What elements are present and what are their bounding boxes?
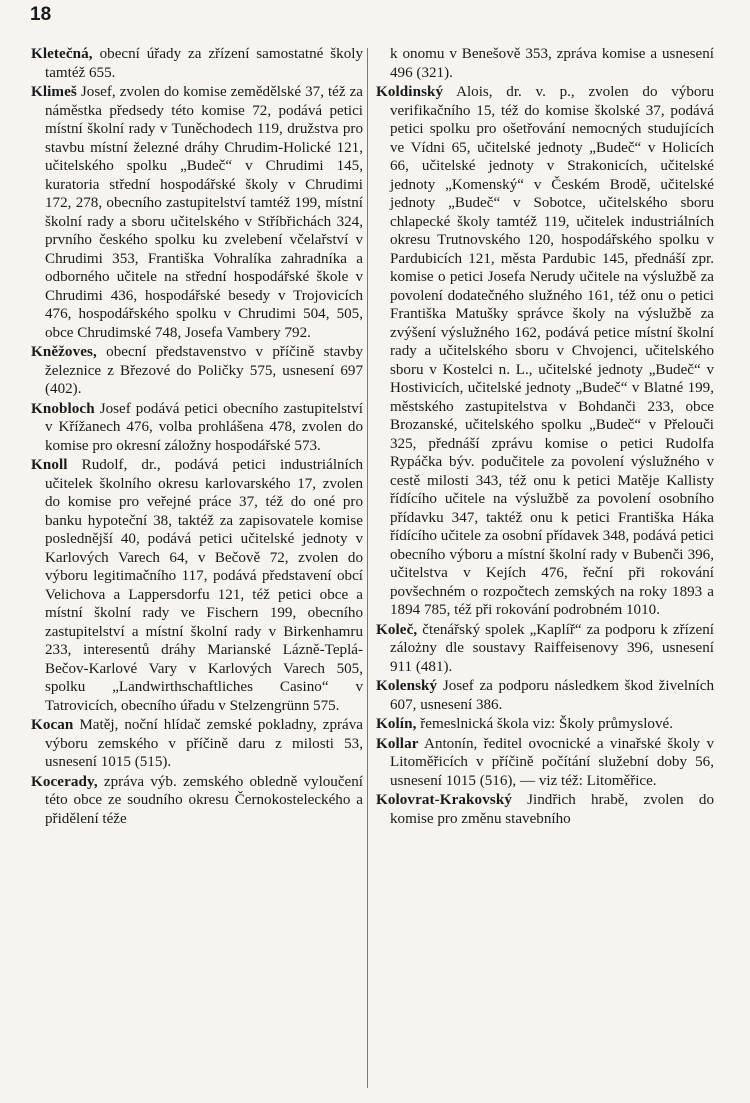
entry-heading: Kocan — [31, 717, 74, 733]
entry-heading: Kněžoves, — [31, 344, 97, 360]
entry-heading: Kolovrat-Krakovský — [376, 792, 512, 808]
entry-heading: Koldinský — [376, 84, 444, 100]
entry-text: čtenářský spolek „Kaplíř“ za podporu k zřízení zálożny dle soustavy Raiffeisenovy 396, usnesení 911 (481). — [390, 621, 714, 675]
entry-heading: Kletečná, — [31, 46, 93, 62]
index-entry — [31, 400, 363, 456]
entry-text: Josef podává petici obecního zastupitelství v Křížanech 476, volba prohlášena 478, zvolen do komise pro okresní záložny hospodářské 573. — [45, 400, 363, 454]
index-entry — [31, 45, 363, 82]
entry-heading: Kocerady, — [31, 773, 98, 790]
entry-text: obecní úřady za zřízení samostatné školy tamtéž 655. — [45, 46, 363, 81]
entry-text: Matěj, noční hlídač zemské pokladny, zpráva výboru zemského v příčině daru z milosti 53, usnesení 1015 (515). — [45, 717, 363, 770]
left-column — [31, 45, 363, 829]
entry-text: řemeslnická škola viz: Školy průmyslové. — [416, 716, 674, 732]
entry-heading: Klimeš — [31, 84, 77, 100]
column-divider — [367, 48, 368, 1088]
entry-text: Josef, zvolen do komise zemědělské 37, též za náměstka předsedy této komise 72, podává petici místní školní rady v Tuněchodech 119, družstva pro stavbu místní železné dráhy Chrudim-Holické 121, učitelského spolku „Budeč“ v Chrudimi 145, kuratoria střední hospodářské školy v Chrudimi 172, 278, obecního zastupitelství tamtéž 199, místní školní rady a sboru učitelského v Stříbřichách 324, prvního českého spolku ku zvelebení včelařství v Chrudimi 353, Františka Vohralíka zahradníka a odborného učitele na střední hospodářské škole v Chrudimi 436, hospodářské besedy v Trojovicích 476, hospodářského spolku v Chrudimi 504, 505, obce Chrudimské 748, Josefa Vambery 792. — [45, 84, 363, 341]
index-entry — [31, 456, 363, 715]
index-entry — [376, 791, 714, 828]
entry-text: Alois, dr. v. p., zvolen do výboru verifikačního 15, též do komise školské 37, podává petici spolku pro ošetřování nemocných studujících ve Vídni 65, učitelské jednoty „Budeč“ v Holicích 66, učitelské jednoty v Strakonicích, učitelské jednoty „Komenský“ v Českém Brodě, učitelské jednoty „Budeč“ v Sobotce, učitelského sboru chlapecké školy tamtéž 119, učitelek industriálních okresu Trutnovského 120, hospodářského spolku v Pardubicích 121, města Pardubic 145, přednáší zpr. komise o petici Josefa Nerudy učitele na výslužbě za povolení dodatečného služného 161, též onu o petici Františka Matušky správce školy na výslužbě za zvýšení výslužného 162, podává petice místní školní rady a učitelského sboru v Chvojenci, učitelského sboru v Kostelci n. L., učitelské jednoty „Budeč“ v Hostivicích, učitelské jednoty „Budeč“ v Blatné 199, městského zastupitelstva v Bohdanči 233, obce Brozanské, učitelského spolku „Budeč“ v Přelouči 325, přednáší zprávu komise o petici Rudolfa Rypáčka býv. podučitele za povolení výslužného v cestě milosti 343, též onu k petici Matěje Kallisty řídícího učitele na výslužbě za povolení osobního přídavku 347, taktéž onu k petici Františka Háka řídícího učitele za osobní přídavek 348, podává petici obecního výboru a místní školní rady v Bubenči 396, učitelstva v Kejích 476, řeční při rokování povšechném o rozpočtech zemských na roky 1893 a 1894 785, též při rokování podrobném 1010. — [390, 84, 714, 618]
entry-heading: Kollar — [376, 735, 419, 752]
entry-text: k onomu v Benešově 353, zpráva komise a usnesení 496 (321). — [390, 46, 714, 81]
entry-heading: Knobloch — [31, 400, 95, 417]
entry-text: zpráva výb. zemského obledně vyloučení této obce ze soudního okresu Černokosteleckého a přidělení téže — [45, 773, 363, 827]
entry-text: obecní představenstvo v příčině stavby železnice z Březové do Poličky 575, usnesení 697 (402). — [45, 344, 363, 397]
index-entry — [376, 621, 714, 677]
index-entry — [31, 343, 363, 399]
page-number: 18 — [30, 4, 52, 25]
index-entry — [376, 715, 714, 734]
index-entry — [376, 45, 714, 82]
entry-text: Rudolf, dr., podává petici industriálních učitelek školního okresu karlovarského 17, zvolen do komise pro veřejné práce 37, též do oné pro banku hypoteční 38, taktéž za zapisovatele komise poslednější 40, podává petici učitelské jednoty v Karlových Varech 64, v Bečově 72, zvolen do výboru legitimačního 117, podává představení obcí Velichova a Lappersdorfu 121, též petici obce a místní školní rady ve Fischern 199, obecního zastupitelství a místní školní rady v Birkenhamru 233, interesentů dráhy Marianské Lázně-Teplá-Bečov-Karlové Vary v Karlových Varech 505, spolku „Landwirthschaftliches Casino“ v Tatrovicích, obecního úřadu v Stelzengrünn 575. — [45, 457, 363, 714]
right-column — [376, 45, 714, 829]
entry-text: Josef za podporu následkem škod živelních 607, usnesení 386. — [390, 678, 714, 713]
index-entry — [376, 83, 714, 620]
index-entry — [31, 773, 363, 829]
index-entry — [376, 677, 714, 714]
index-entry — [31, 83, 363, 342]
entry-heading: Koleč, — [376, 621, 418, 638]
entry-heading: Kolenský — [376, 678, 438, 694]
entry-heading: Kolín, — [376, 716, 417, 732]
entry-text: Antonín, ředitel ovocnické a vinařské školy v Litoměřicích v příčině počítání služební doby 56, usnesení 1015 (516), — viz též: Litoměřice. — [390, 735, 714, 789]
index-entry — [376, 735, 714, 791]
entry-text: Jindřich hrabě, zvolen do komise pro změnu stavebního — [390, 792, 714, 827]
entry-heading: Knoll — [31, 457, 68, 473]
index-entry — [31, 716, 363, 772]
